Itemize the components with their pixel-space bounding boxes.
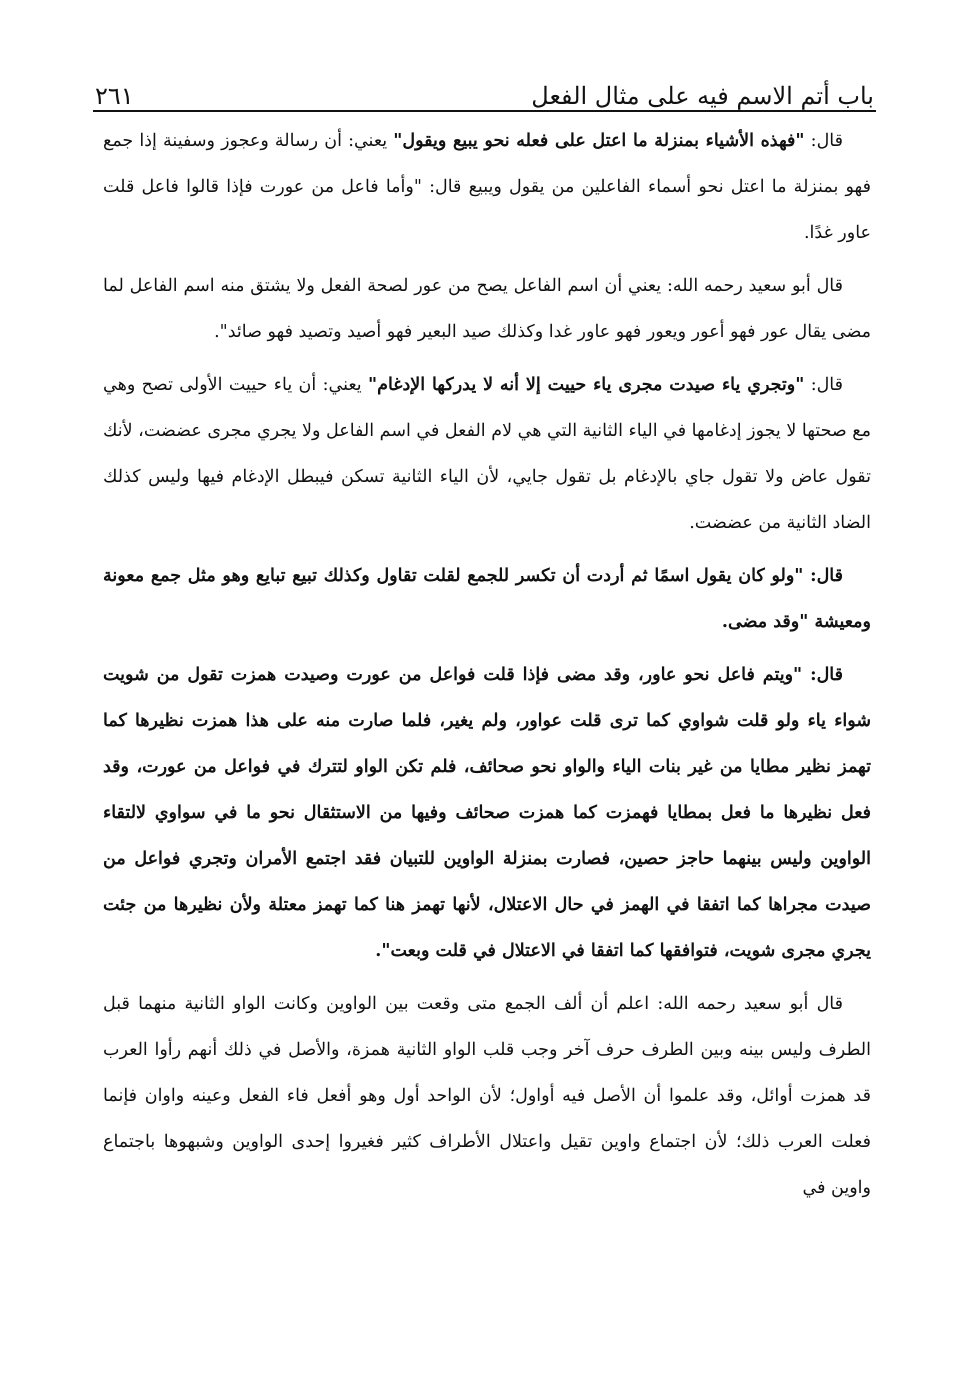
paragraph-2: قال أبو سعيد رحمه الله: يعني أن اسم الفاعل يصح من عور لصحة الفعل ولا يشتق منه اسم الفاعل لما مضى يقال عور فهو أعور ويعور فهو عاور غدا وكذلك صيد البعير فهو أصيد وتصيد فهو صائد".	[103, 276, 871, 342]
paragraph-5: قال: "ويتم فاعل نحو عاور، وقد مضى فإذا قلت فواعل من عورت وصيدت همزت تقول من شويت شواء ياء ولو قلت شواوي كما ترى قلت عواور، ولم يغير، فلما صارت منه على هذا همزت نظيرها كما تهمز نظير مطايا من غير بنات الياء والواو نحو صحائف، فلم تكن الواو لتترك في فواعل من عورت، وقد فعل نظيرها ما فعل بمطايا فهمزت كما همزت صحائف وفيها من الاستثقال نحو ما في سواوي لالتقاء الواوين وليس بينهما حاجز حصين، فصارت بمنزلة الواوين للتبيان فقد اجتمع الأمران وتجري فواعل من صيدت مجراها كما اتفقا في الهمز في حال الاعتلال، لأنها تهمز هنا كما تهمز معتلة ولأن نظيرها من جئت يجري مجرى شويت، فتوافقها كما اتفقا في الاعتلال في قلت وبعت".	[103, 665, 871, 961]
paragraph-3	[103, 362, 871, 546]
paragraph-3-rest: يعني: أن ياء حييت الأولى تصح وهي مع صحتها لا يجوز إدغامها في الياء الثانية التي هي لام الفعل في اسم الفاعل ولا يجري مجرى عضضت، لأنك تقول عاض ولا تقول جاي بالإدغام بل تقول جايي، لأن الياء الثانية تسكن فيبطل الإدغام فيها وليس كذلك الضاد الثانية من عضضت.	[103, 375, 871, 533]
paragraph-4: قال: "ولو كان يقول اسمًا ثم أردت أن تكسر للجمع لقلت تقاول وكذلك تبيع تبايع وهو مثل جمع معونة ومعيشة "وقد مضى.	[103, 566, 871, 632]
paragraph-3-quote: "وتجري ياء صيدت مجرى ياء حييت إلا أنه لا يدركها الإدغام"	[368, 375, 805, 395]
header-rule	[93, 110, 876, 112]
paragraph-3-lead: قال:	[804, 375, 843, 395]
paragraph-6: قال أبو سعيد رحمه الله: اعلم أن ألف الجمع متى وقعت بين الواوين وكانت الواو الثانية منهما قبل الطرف وليس بينه وبين الطرف حرف آخر وجب قلب الواو الثانية همزة، والأصل في ذلك أنهم رأوا العرب قد همزت أوائل، وقد علموا أن الأصل فيه أواول؛ لأن الواحد أول وهو أفعل فاء الفعل وعينه واوان فإنما فعلت العرب ذلك؛ لأن اجتماع واوين تقيل واعتلال الأطراف كثير فغيروا إحدى الواوين وشبهوها باجتماع واوين في	[103, 994, 871, 1198]
chapter-title: باب أتم الاسم فيه على مثال الفعل	[531, 82, 874, 110]
page-number: ٢٦١	[95, 82, 134, 110]
running-header	[95, 52, 874, 110]
paragraph-1	[103, 118, 871, 256]
paragraph-1-rest: يعني: أن رسالة وعجوز وسفينة إذا جمع فهو بمنزلة ما اعتل نحو أسماء الفاعلين من يقول ويبيع قال: "وأما فاعل من عورت فإذا قالوا فاعل قلت عاور غدًا.	[103, 131, 871, 243]
page-body	[103, 118, 871, 1218]
paragraph-1-lead: قال:	[804, 131, 843, 151]
paragraph-1-quote: "فهذه الأشياء بمنزلة ما اعتل على فعله نحو يبيع ويقول"	[393, 131, 805, 151]
